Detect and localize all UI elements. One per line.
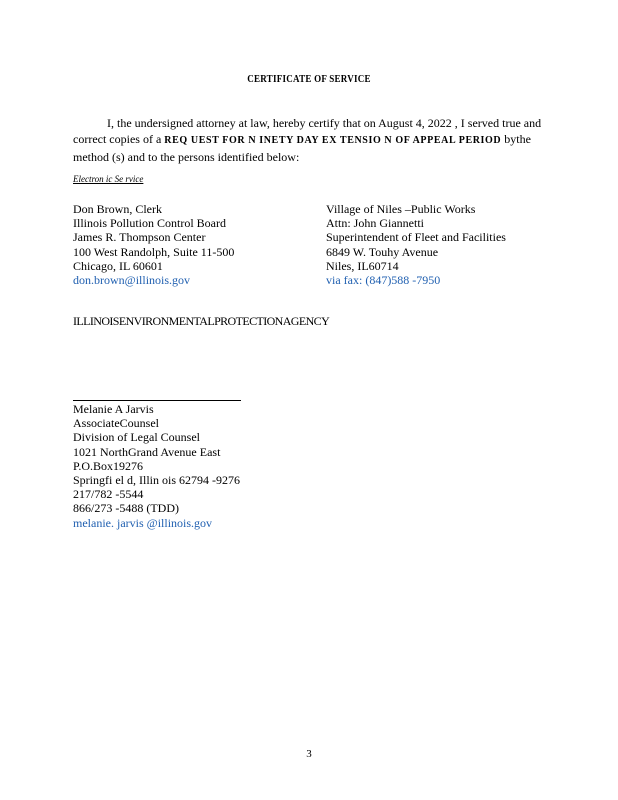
- signature-line-text: P.O.Box19276: [73, 458, 144, 473]
- recipient-right-line: 6849 W. Touhy Avenue: [326, 244, 439, 259]
- page-number: 3: [306, 748, 312, 760]
- service-method-label: Electron ic Se rvice: [73, 174, 144, 184]
- signature-line-text: Division of Legal Counsel: [73, 430, 200, 445]
- recipient-left-block: [73, 202, 234, 287]
- signature-line-text: 866/273 -5488 (TDD): [73, 501, 179, 516]
- recipient-right-line: Superintendent of Fleet and Facilities: [326, 230, 506, 245]
- agency-name: ILLINOISENVIRONMENTALPROTECTIONAGENCY: [73, 314, 330, 328]
- paragraph-tail: bythe method (s) and to the persons identified below:: [73, 132, 531, 164]
- recipient-left-line: James R. Thompson Center: [73, 230, 206, 245]
- recipient-left-line: 100 West Randolph, Suite 11-500: [73, 244, 235, 259]
- recipient-left-line: Don Brown, Clerk: [73, 202, 162, 216]
- signature-line: [73, 400, 241, 401]
- recipient-right-line: Attn: John Giannetti: [326, 216, 424, 231]
- recipient-left-line: Illinois Pollution Control Board: [73, 216, 227, 231]
- recipient-right-fax: via fax: (847)588 -7950: [326, 273, 441, 288]
- signature-line-text: 217/782 -5544: [73, 487, 144, 502]
- signature-line-text: Melanie A Jarvis: [73, 402, 154, 416]
- recipient-left-email-link[interactable]: don.brown@illinois.gov: [73, 273, 191, 288]
- document-title-reference: REQ UEST FOR N INETY DAY EX TENSIO N OF APPEAL PERIOD: [164, 135, 502, 146]
- paragraph-lead: I, the undersigned attorney at law, hereby certify that on August 4, 2022 , I served true and correct copies of a: [73, 116, 542, 146]
- recipient-right-line: Village of Niles –Public Works: [326, 202, 476, 216]
- recipient-right-block: [326, 202, 506, 287]
- document-title: CERTIFICATE OF SERVICE: [247, 73, 371, 85]
- recipient-right-line: Niles, IL60714: [326, 258, 399, 273]
- recipient-left-line: Chicago, IL 60601: [73, 258, 163, 273]
- signature-line-text: Springfi el d, Illin ois 62794 -9276: [73, 473, 240, 488]
- signature-block: [73, 402, 240, 530]
- certification-paragraph: [73, 115, 543, 165]
- signature-line-text: 1021 NorthGrand Avenue East: [73, 444, 221, 459]
- signature-line-text: AssociateCounsel: [73, 416, 159, 431]
- signature-email-link[interactable]: melanie. jarvis @illinois.gov: [73, 515, 213, 530]
